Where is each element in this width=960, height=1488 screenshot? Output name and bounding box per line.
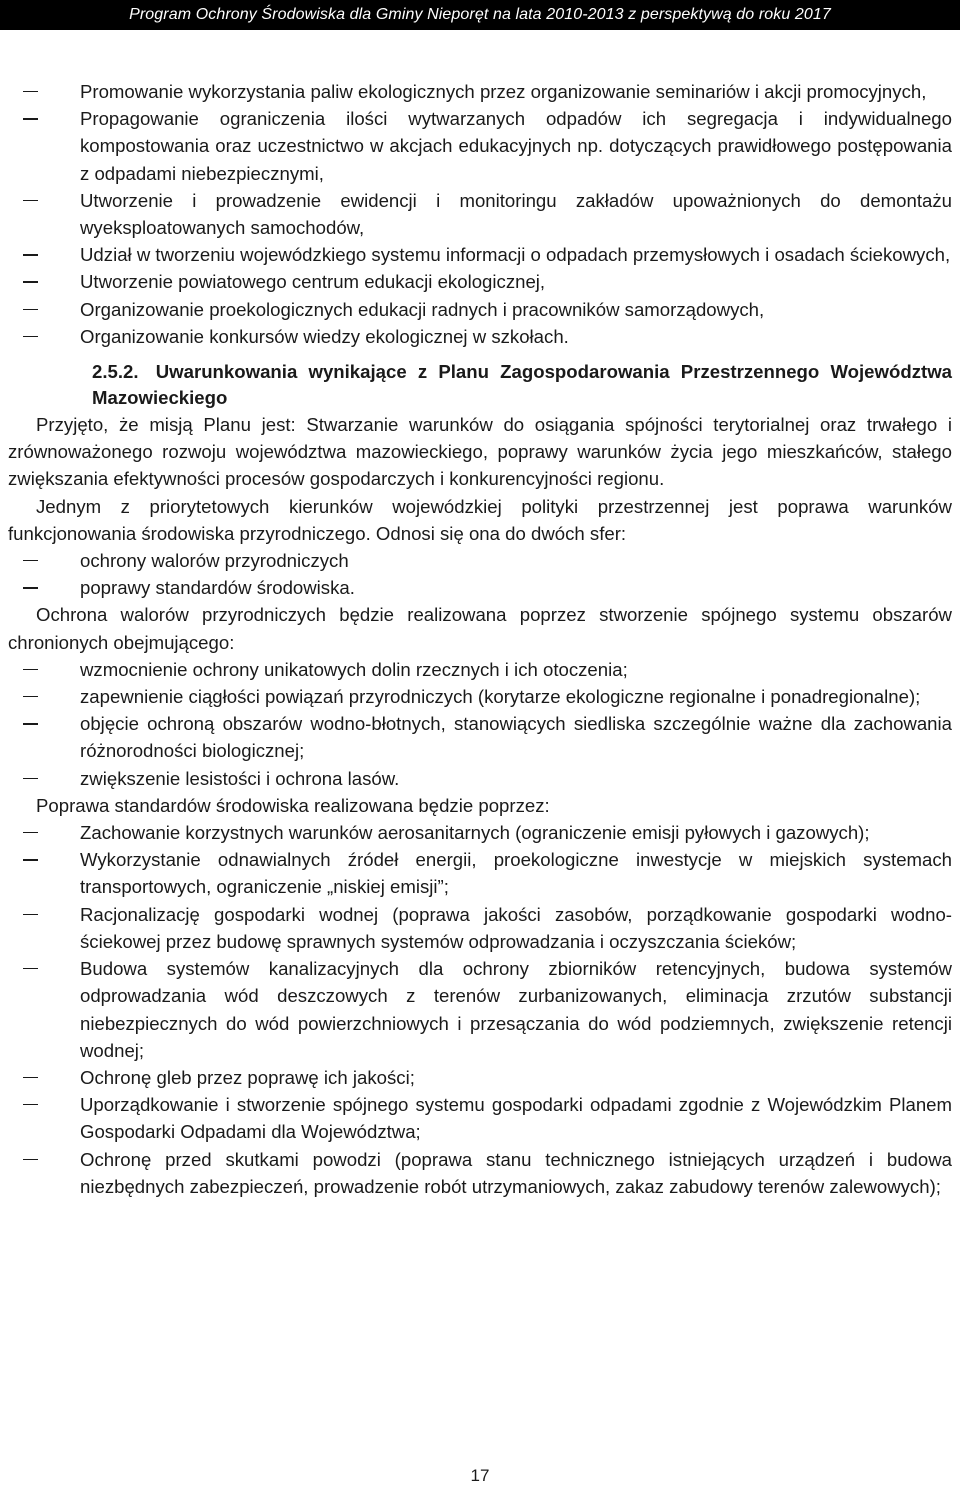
list-item: Utworzenie i prowadzenie ewidencji i monitoringu zakładów upoważnionych do demontażu wyeksploatowanych samochodów, xyxy=(8,187,952,241)
list-item: poprawy standardów środowiska. xyxy=(8,574,952,601)
list-item: Racjonalizację gospodarki wodnej (poprawa jakości zasobów, porządkowanie gospodarki wodno-ściekowej przez budowę sprawnych systemów odprowadzania i oczyszczania ścieków; xyxy=(8,901,952,955)
dash-bullet-icon xyxy=(23,859,38,860)
dash-bullet-icon xyxy=(23,281,38,282)
standards-paragraph: Poprawa standardów środowiska realizowana będzie poprzez: xyxy=(36,794,550,816)
list-item: zwiększenie lesistości i ochrona lasów. xyxy=(8,765,952,792)
list-item: Udział w tworzeniu wojewódzkiego systemu informacji o odpadach przemysłowych i osadach ściekowych, xyxy=(8,241,952,268)
protected-areas-list xyxy=(8,656,952,792)
page-number: 17 xyxy=(470,1466,490,1485)
section-heading xyxy=(92,359,952,411)
dash-bullet-icon xyxy=(23,778,38,779)
list-item: ochrony walorów przyrodniczych xyxy=(8,547,952,574)
standards-list xyxy=(8,819,952,1200)
list-item: Wykorzystanie odnawialnych źródeł energii, proekologiczne inwestycje w miejskich systemach transportowych, ograniczenie „niskiej emisji”; xyxy=(8,846,952,900)
dash-bullet-icon xyxy=(23,91,38,92)
list-item: Budowa systemów kanalizacyjnych dla ochrony zbiorników retencyjnych, budowa systemów odprowadzania wód deszczowych z terenów zurbanizowanych, eliminacja zrzutów substancji niebezpiecznych do wód powierzchniowych i przesączania do wód podziemnych, zwiększenie retencji wodnej; xyxy=(8,955,952,1064)
protection-paragraph: Ochrona walorów przyrodniczych będzie realizowana poprzez stworzenie spójnego systemu obszarów chronionych obejmującego: xyxy=(8,604,952,653)
dash-bullet-icon xyxy=(23,118,38,119)
promotion-actions-list xyxy=(8,78,952,350)
dash-bullet-icon xyxy=(23,309,38,310)
dash-bullet-icon xyxy=(23,669,38,670)
dash-bullet-icon xyxy=(23,832,38,833)
dash-bullet-icon xyxy=(23,587,38,588)
list-item: Organizowanie konkursów wiedzy ekologicznej w szkołach. xyxy=(8,323,952,350)
page-header: Program Ochrony Środowiska dla Gminy Nieporęt na lata 2010-2013 z perspektywą do roku 2017 xyxy=(0,0,960,30)
list-item: Promowanie wykorzystania paliw ekologicznych przez organizowanie seminariów i akcji promocyjnych, xyxy=(8,78,952,105)
list-item: Zachowanie korzystnych warunków aerosanitarnych (ograniczenie emisji pyłowych i gazowych); xyxy=(8,819,952,846)
dash-bullet-icon xyxy=(23,254,38,255)
dash-bullet-icon xyxy=(23,1077,38,1078)
dash-bullet-icon xyxy=(23,914,38,915)
dash-bullet-icon xyxy=(23,696,38,697)
dash-bullet-icon xyxy=(23,1104,38,1105)
dash-bullet-icon xyxy=(23,1159,38,1160)
dash-bullet-icon xyxy=(23,723,38,724)
priority-paragraph: Jednym z priorytetowych kierunków wojewódzkiej polityki przestrzennej jest poprawa warunków funkcjonowania środowiska przyrodniczego. Odnosi się ona do dwóch sfer: xyxy=(8,495,952,544)
dash-bullet-icon xyxy=(23,200,38,201)
list-item: Ochronę gleb przez poprawę ich jakości; xyxy=(8,1064,952,1091)
list-item: wzmocnienie ochrony unikatowych dolin rzecznych i ich otoczenia; xyxy=(8,656,952,683)
dash-bullet-icon xyxy=(23,968,38,969)
list-item: zapewnienie ciągłości powiązań przyrodniczych (korytarze ekologiczne regionalne i ponadregionalne); xyxy=(8,683,952,710)
dash-bullet-icon xyxy=(23,560,38,561)
list-item: Ochronę przed skutkami powodzi (poprawa stanu technicznego istniejących urządzeń i budowa niezbędnych zabezpieczeń, prowadzenie robót utrzymaniowych, zakaz zabudowy terenów zalewowych); xyxy=(8,1146,952,1200)
section-number: 2.5.2. xyxy=(92,361,139,383)
list-item: Organizowanie proekologicznych edukacji radnych i pracowników samorządowych, xyxy=(8,296,952,323)
spheres-list xyxy=(8,547,952,601)
section-title: Uwarunkowania wynikające z Planu Zagospodarowania Przestrzennego Województwa Mazowieckiego xyxy=(92,361,952,409)
list-item: Utworzenie powiatowego centrum edukacji ekologicznej, xyxy=(8,268,952,295)
dash-bullet-icon xyxy=(23,336,38,337)
mission-paragraph: Przyjęto, że misją Planu jest: Stwarzanie warunków do osiągania spójności terytorialnej oraz trwałego i zrównoważonego rozwoju województwa mazowieckiego, poprawy warunków życia jego mieszkańców, stałego zwiększania efektywności procesów gospodarczych i konkurencyjności regionu. xyxy=(8,414,952,490)
list-item: objęcie ochroną obszarów wodno-błotnych, stanowiących siedliska szczególnie ważne dla zachowania różnorodności biologicznej; xyxy=(8,710,952,764)
list-item: Uporządkowanie i stworzenie spójnego systemu gospodarki odpadami zgodnie z Wojewódzkim Planem Gospodarki Odpadami dla Województwa; xyxy=(8,1091,952,1145)
document-body xyxy=(8,78,952,1200)
list-item: Propagowanie ograniczenia ilości wytwarzanych odpadów ich segregacja i indywidualnego kompostowania oraz uczestnictwo w akcjach edukacyjnych np. dotyczących prawidłowego postępowania z odpadami niebezpiecznymi, xyxy=(8,105,952,187)
